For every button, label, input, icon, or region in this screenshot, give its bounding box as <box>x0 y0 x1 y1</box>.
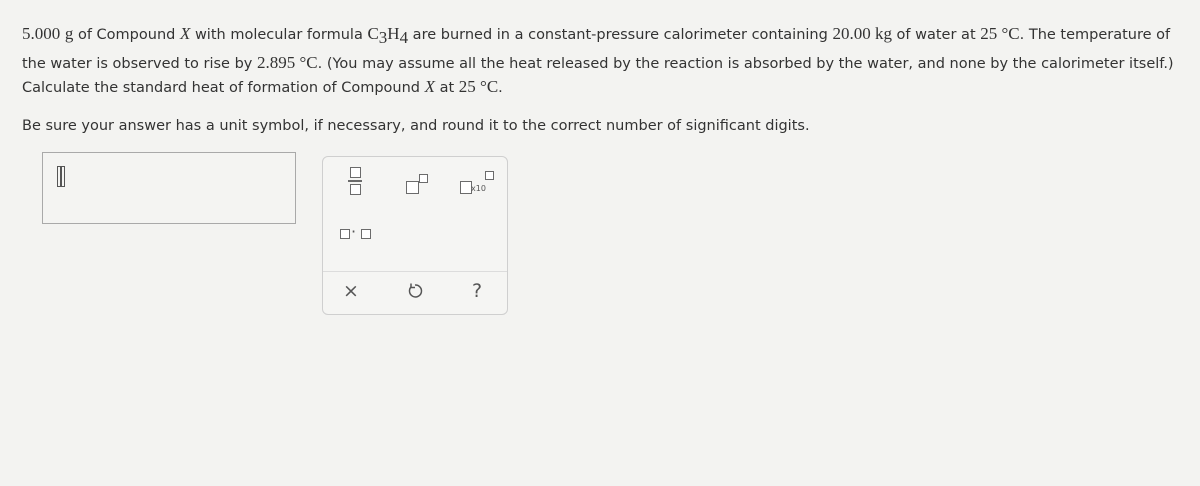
text-fragment: Calculate the standard heat of formation of Compound <box>22 80 425 96</box>
math-palette <box>322 156 508 315</box>
undo-button[interactable] <box>405 282 425 305</box>
x10-label: x10 <box>471 184 486 193</box>
compound-name: X <box>424 77 435 96</box>
formula-c: C <box>367 24 379 43</box>
instruction-text: Be sure your answer has a unit symbol, if necessary, and round it to the correct number of significant digits. <box>22 118 810 134</box>
text-fragment: the water is observed to rise by <box>22 56 257 72</box>
mass-unit: g <box>64 24 74 43</box>
question-line-2 <box>22 53 1174 73</box>
initial-temp: 25 °C <box>980 24 1020 43</box>
question-line-1 <box>22 24 1170 48</box>
clear-button[interactable] <box>341 280 361 302</box>
undo-icon <box>406 283 424 305</box>
text-fragment: at <box>434 80 459 96</box>
close-icon: × <box>343 280 359 302</box>
text-fragment: are burned in a constant-pressure calorimeter containing <box>408 27 833 43</box>
palette-divider <box>323 271 507 272</box>
answer-input[interactable] <box>42 152 296 224</box>
question-line-3 <box>22 77 503 97</box>
dot-label: · <box>351 222 357 241</box>
fraction-button[interactable] <box>345 165 367 195</box>
text-fragment: of water at <box>891 27 981 43</box>
text-fragment: of Compound <box>73 27 180 43</box>
text-fragment: with molecular formula <box>190 27 368 43</box>
text-fragment: . The temperature of <box>1019 27 1171 43</box>
help-button[interactable] <box>467 280 487 302</box>
compound-name: X <box>179 24 191 43</box>
text-fragment: . (You may assume all the heat released by the reaction is absorbed by the water, and none by the calorimeter itself.) <box>317 56 1174 72</box>
help-icon: ? <box>471 280 483 302</box>
mass-value: 5.000 <box>22 24 61 43</box>
water-mass: 20.00 kg <box>832 24 892 43</box>
formula-h: H <box>387 24 400 43</box>
multiply-dot-button[interactable] <box>337 222 377 243</box>
text-fragment: . <box>498 80 503 96</box>
formula-c-sub: 3 <box>378 28 388 47</box>
temp-rise: 2.895 °C <box>256 53 318 72</box>
text-cursor <box>57 166 65 187</box>
target-temp: 25 °C <box>458 77 499 96</box>
scientific-notation-button[interactable] <box>457 167 497 195</box>
superscript-button[interactable] <box>403 169 431 195</box>
formula-h-sub: 4 <box>399 28 409 47</box>
